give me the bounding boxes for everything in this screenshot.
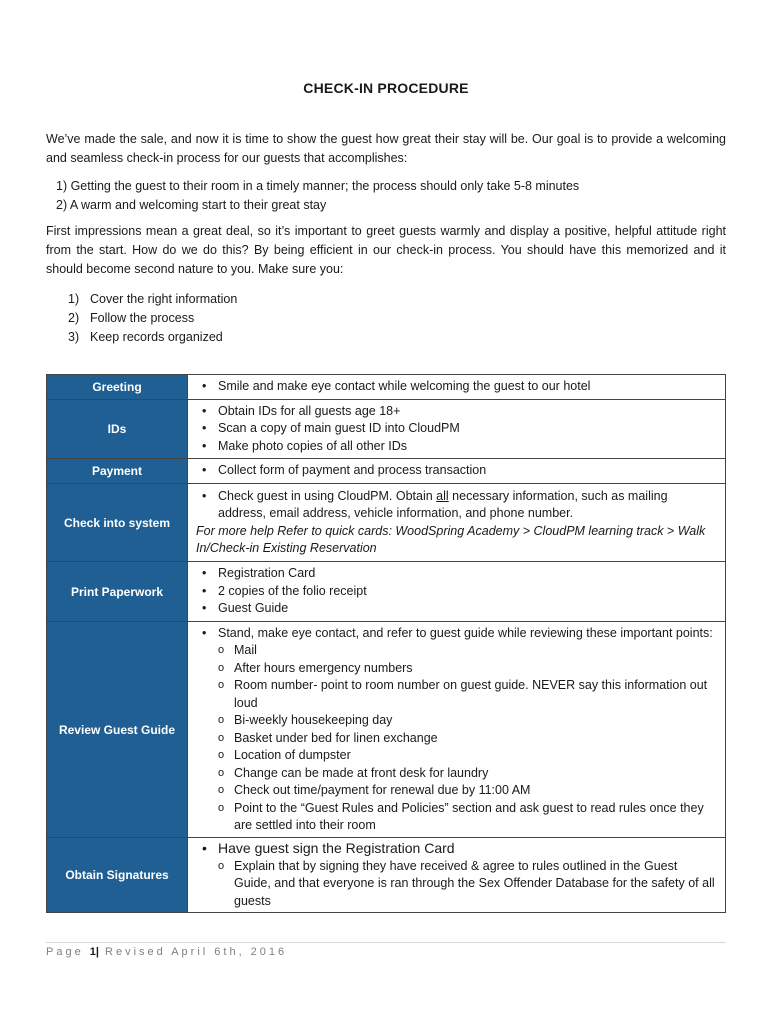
step-item [68, 328, 668, 347]
row-header-obtain-signatures: Obtain Signatures [47, 838, 188, 913]
step-number: 2) [68, 311, 80, 325]
page-footer [46, 942, 726, 958]
emphasis-underline: all [436, 488, 449, 503]
step-item [68, 309, 668, 328]
bullet-item: • Make photo copies of all other IDs [196, 438, 717, 456]
step-number: 1) [68, 292, 80, 306]
bullet-item: • 2 copies of the folio receipt [196, 583, 717, 601]
row-header-payment: Payment [47, 459, 188, 484]
table-row [47, 838, 726, 913]
row-header-greeting: Greeting [47, 375, 188, 400]
row-header-ids: IDs [47, 400, 188, 459]
help-note: For more help Refer to quick cards: WoodSpring Academy > CloudPM learning track > Walk In/Check-in Existing Reservation [196, 523, 706, 555]
row-body-review-guest-guide [188, 622, 726, 838]
first-impressions-paragraph: First impressions mean a great deal, so it’s important to greet guests warmly and display a positive, helpful attitude right from the start. How do we do this? By being efficient in our check-in process. You should have this memorized and it should become second nature to you. Make sure you: [46, 224, 726, 276]
goal-item: 2) A warm and welcoming start to their great stay [56, 198, 327, 212]
row-body-payment [188, 459, 726, 484]
sub-bullet-item: o Change can be made at front desk for laundry [196, 765, 717, 783]
sub-bullet-item: o Bi-weekly housekeeping day [196, 712, 717, 730]
table-row [47, 375, 726, 400]
sub-bullet-item: o Room number- point to room number on guest guide. NEVER say this information out loud [196, 677, 717, 712]
footer-page-number: 1 [89, 946, 96, 958]
step-number: 3) [68, 330, 80, 344]
intro-paragraph: We’ve made the sale, and now it is time to show the guest how great their stay will be. Our goal is to provide a welcoming and seamless check-in process for our guests that accomplishes: [46, 132, 726, 165]
sub-bullet-item: o Point to the “Guest Rules and Policies” section and ask guest to read rules once they are settled into their room [196, 800, 717, 835]
row-body-check-into-system [188, 484, 726, 562]
step-text: Cover the right information [90, 292, 238, 306]
row-body-print-paperwork [188, 562, 726, 622]
row-header-print-paperwork: Print Paperwork [47, 562, 188, 622]
sub-bullet-item: o Location of dumpster [196, 747, 717, 765]
footer-revised-date: Revised April 6th, 2016 [105, 946, 288, 958]
sub-bullet-item: o Check out time/payment for renewal due by 11:00 AM [196, 782, 717, 800]
sub-bullet-item: o Explain that by signing they have received & agree to rules outlined in the Guest Guide, and that everyone is ran through the Sex Offender Database for the safety of all guests [196, 858, 717, 911]
row-header-review-guest-guide: Review Guest Guide [47, 622, 188, 838]
row-body-ids [188, 400, 726, 459]
bullet-item: • Have guest sign the Registration Card [196, 840, 717, 858]
bullet-item: • Obtain IDs for all guests age 18+ [196, 403, 717, 421]
procedure-table [46, 374, 726, 913]
bullet-item: • Check guest in using CloudPM. Obtain all necessary information, such as mailing address, email address, vehicle information, and phone number. [196, 488, 717, 523]
table-row [47, 562, 726, 622]
table-row [47, 484, 726, 562]
steps-list [68, 290, 668, 347]
sub-bullet-item: o After hours emergency numbers [196, 660, 717, 678]
sub-bullet-item: o Mail [196, 642, 717, 660]
page-title: CHECK-IN PROCEDURE [303, 80, 469, 96]
step-text: Follow the process [90, 311, 195, 325]
footer-page-word: Page [46, 946, 84, 958]
bullet-item: • Smile and make eye contact while welcoming the guest to our hotel [196, 378, 717, 396]
bullet-item: • Stand, make eye contact, and refer to guest guide while reviewing these important points: [196, 625, 717, 643]
row-body-obtain-signatures [188, 838, 726, 913]
step-item [68, 290, 668, 309]
table-row [47, 400, 726, 459]
footer-separator: | [95, 946, 99, 958]
bullet-item: • Collect form of payment and process transaction [196, 462, 717, 480]
step-text: Keep records organized [90, 330, 223, 344]
bullet-item: • Guest Guide [196, 600, 717, 618]
table-row [47, 459, 726, 484]
sub-bullet-item: o Basket under bed for linen exchange [196, 730, 717, 748]
row-body-greeting [188, 375, 726, 400]
table-row [47, 622, 726, 838]
bullet-item: • Scan a copy of main guest ID into CloudPM [196, 420, 717, 438]
bullet-item: • Registration Card [196, 565, 717, 583]
goal-item: 1) Getting the guest to their room in a timely manner; the process should only take 5-8 minutes [56, 179, 580, 193]
row-header-check-into-system: Check into system [47, 484, 188, 562]
goals-list [56, 177, 726, 215]
